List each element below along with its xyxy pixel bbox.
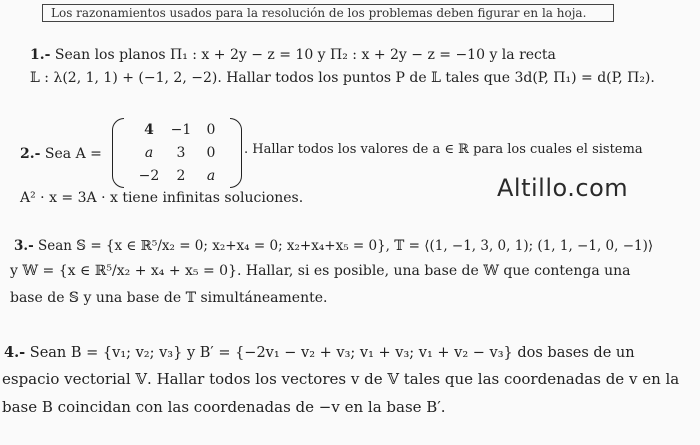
instructions-banner <box>42 4 614 22</box>
problem-3-line-3: base de 𝕊 y una base de 𝕋 simultáneamente. <box>10 290 328 306</box>
matrix-cell: 4 <box>144 122 154 138</box>
matrix-left-bracket <box>112 118 124 188</box>
problem-2-intro <box>20 146 102 162</box>
matrix-a <box>112 118 242 188</box>
problem-2-intro-text: Sea A = <box>44 146 102 162</box>
problem-1-number: 1.- <box>30 47 51 63</box>
problem-4-number: 4.- <box>4 344 26 361</box>
instructions-text: Los razonamientos usados para la resolución de los problemas deben figurar en la hoja. <box>51 6 587 20</box>
problem-2-number: 2.- <box>20 146 41 162</box>
problem-1-text-2: 𝕃 : λ(2, 1, 1) + (−1, 2, −2). Hallar todos los puntos P de 𝕃 tales que 3d(P, Π₁) = d(P, Π₂). <box>30 70 655 86</box>
matrix-cell: −1 <box>170 122 192 138</box>
problem-2-after-matrix: . Hallar todos los valores de a ∈ ℝ para los cuales el sistema <box>244 142 643 157</box>
matrix-cell: 3 <box>176 145 186 161</box>
problem-1-line-1 <box>30 47 556 63</box>
problem-3-text-1: Sean 𝕊 = {x ∈ ℝ⁵/x₂ = 0; x₂+x₄ = 0; x₂+x₄+x₅ = 0}, 𝕋 = ⟨(1, −1, 3, 0, 1); (1, 1, −1, 0, −1)⟩ <box>38 238 654 254</box>
matrix-cell: 0 <box>206 145 216 161</box>
matrix-cell: a <box>144 145 154 161</box>
matrix-cell: −2 <box>138 168 160 184</box>
site-watermark: Altillo.com <box>497 174 629 202</box>
problem-1-line-2 <box>30 70 655 86</box>
matrix-right-bracket <box>230 118 242 188</box>
problem-1-text-1: Sean los planos Π₁ : x + 2y − z = 10 y Π₂ : x + 2y − z = −10 y la recta <box>54 47 556 63</box>
matrix-cell: 2 <box>176 168 186 184</box>
problem-4-line-1 <box>4 344 635 361</box>
problem-4-line-3: base B coincidan con las coordenadas de −v en la base B′. <box>2 398 446 416</box>
problem-3-line-2: y 𝕎 = {x ∈ ℝ⁵/x₂ + x₄ + x₅ = 0}. Hallar, si es posible, una base de 𝕎 que contenga una <box>10 263 631 279</box>
problem-2-line-2: A² · x = 3A · x tiene infinitas soluciones. <box>20 190 304 206</box>
problem-4-text-1: Sean B = {v₁; v₂; v₃} y B′ = {−2v₁ − v₂ + v₃; v₁ + v₃; v₁ + v₂ − v₃} dos bases de un <box>29 345 635 361</box>
problem-3-number: 3.- <box>14 238 34 254</box>
problem-4-line-2: espacio vectorial 𝕍. Hallar todos los vectores v de 𝕍 tales que las coordenadas de v en la <box>2 370 680 388</box>
problem-3-line-1 <box>14 238 653 254</box>
matrix-cell: 0 <box>206 122 216 138</box>
matrix-cell: a <box>206 168 216 184</box>
